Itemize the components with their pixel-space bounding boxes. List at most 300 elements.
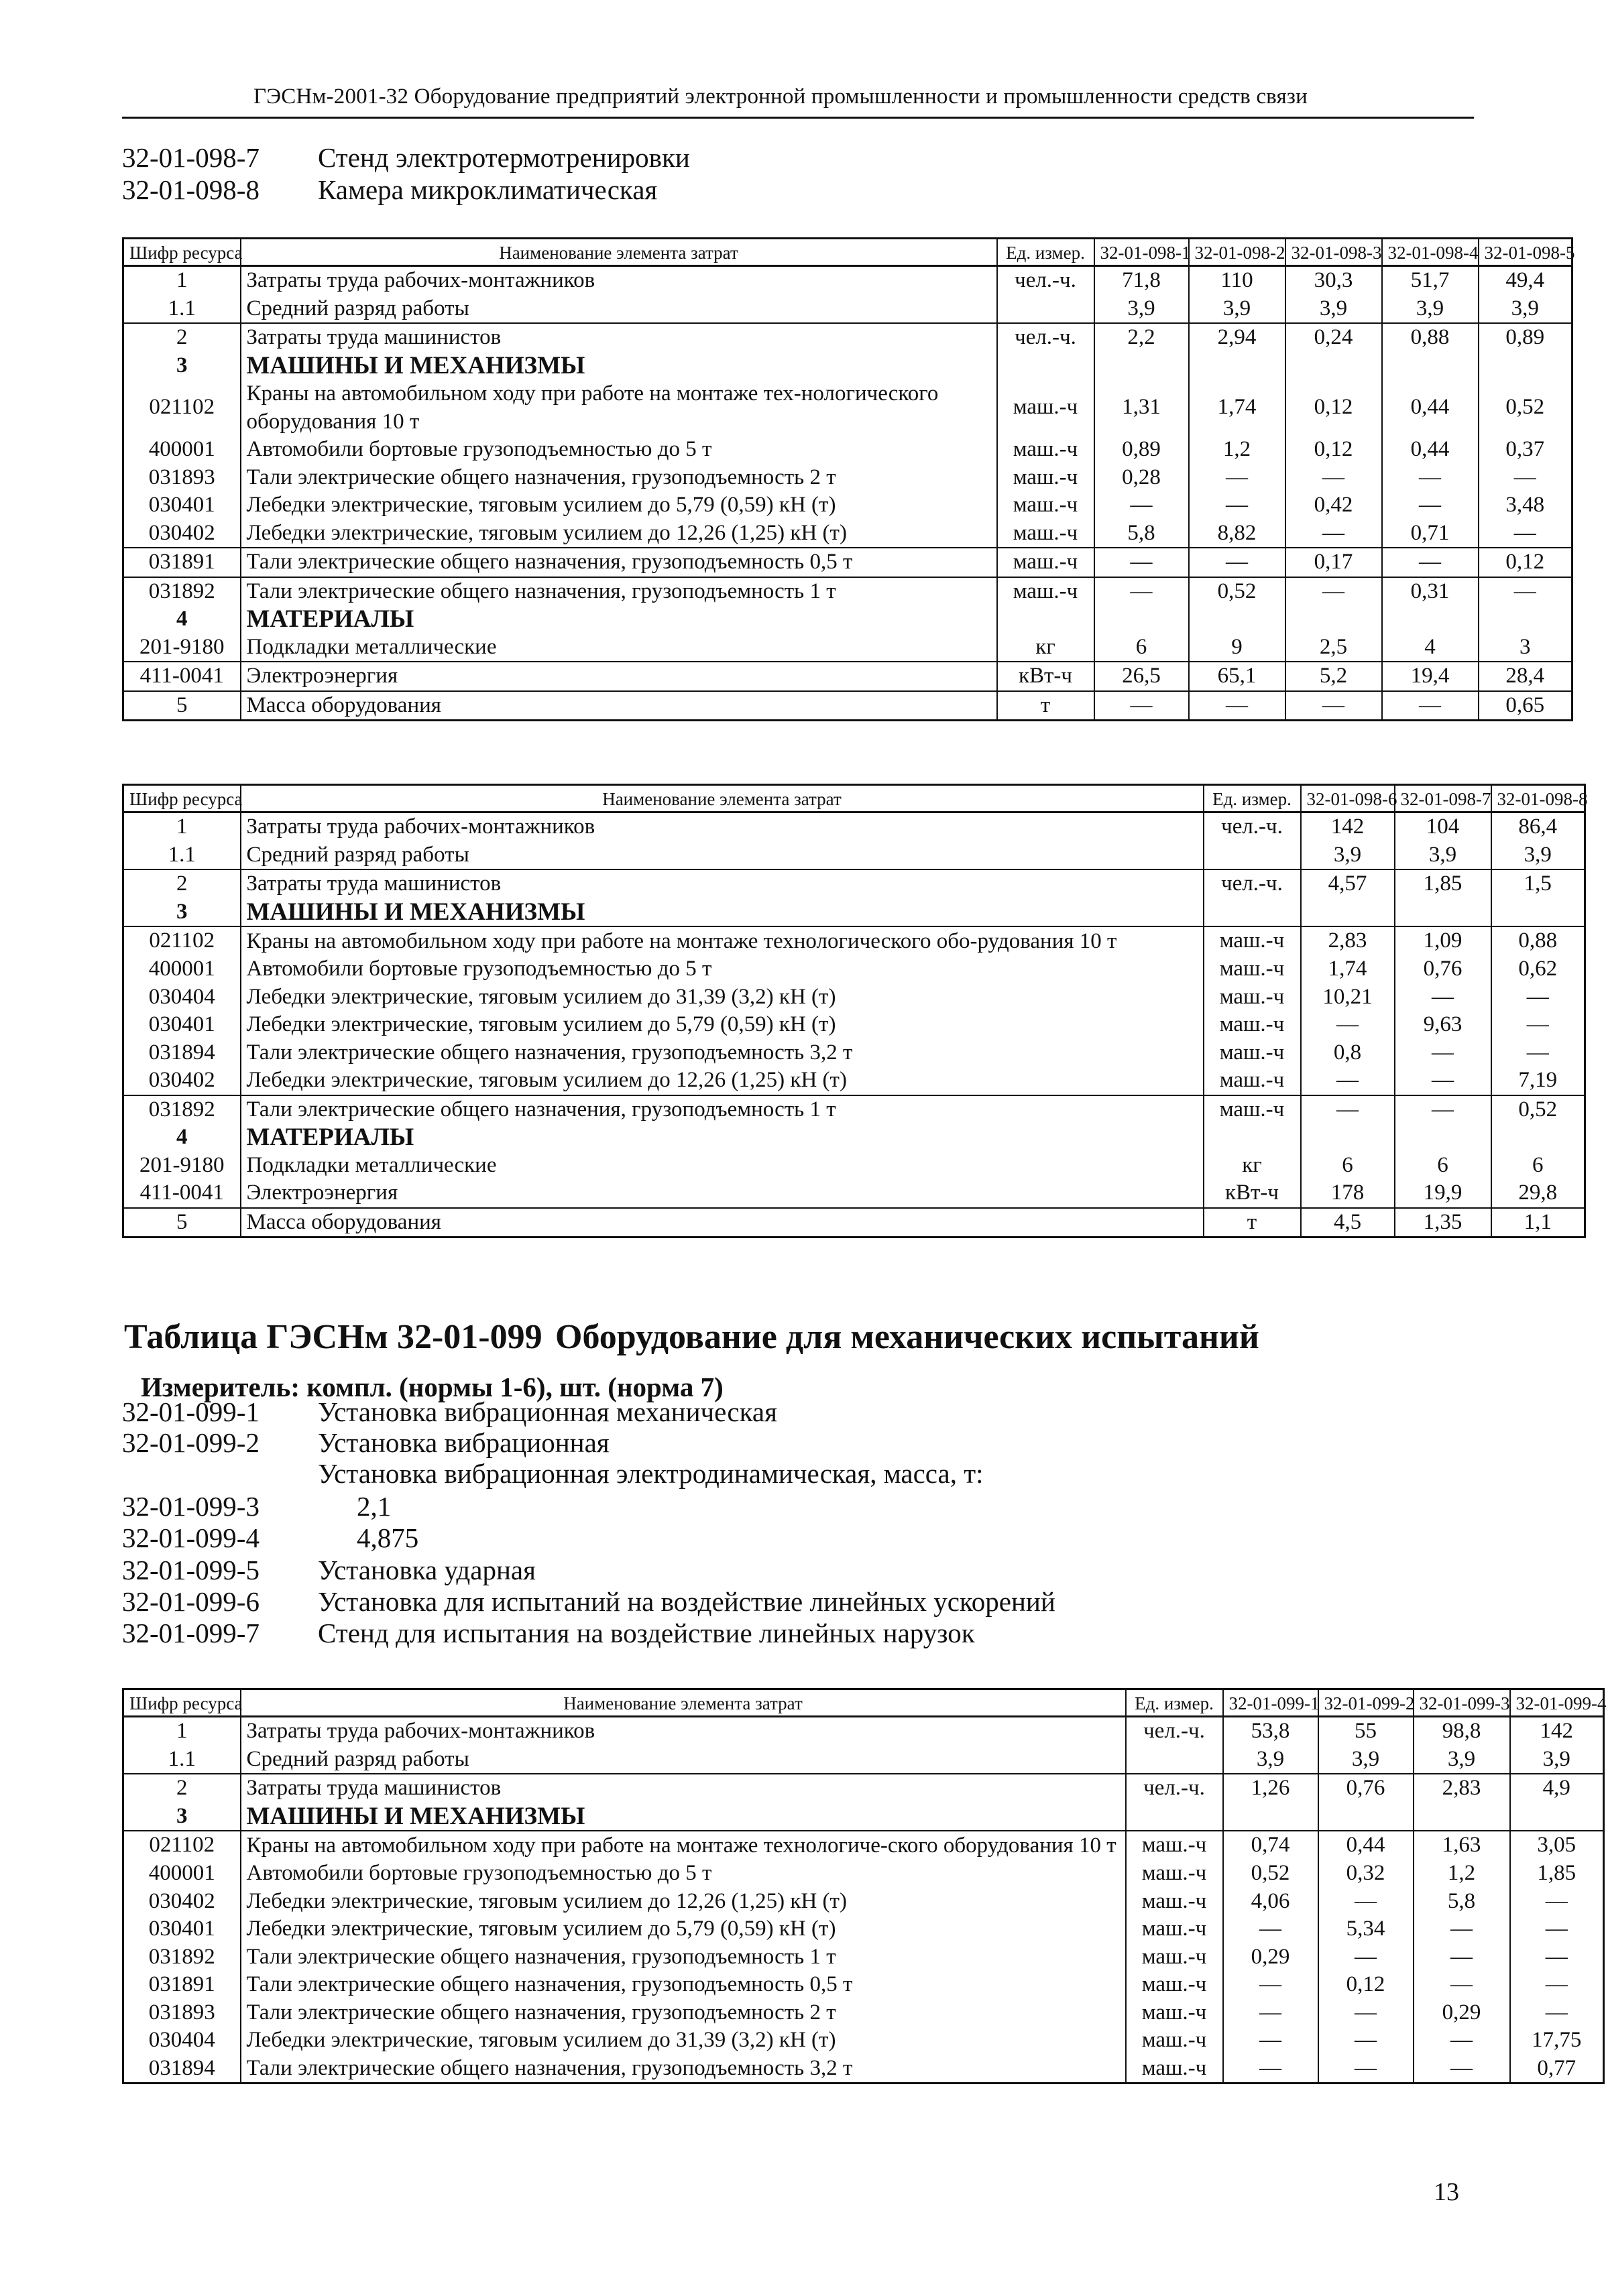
norm-value: 0,89 — [1094, 436, 1189, 464]
table-row — [123, 1803, 1604, 1831]
norm-value: 0,77 — [1510, 2055, 1604, 2083]
page-number: 13 — [1434, 2178, 1459, 2206]
unit-cell: маш.-ч — [1126, 1915, 1223, 1943]
table-row — [123, 436, 1572, 464]
norm-value: — — [1414, 2027, 1510, 2055]
norm-value: — — [1301, 1067, 1395, 1095]
resource-code: 3 — [123, 898, 241, 927]
norm-value: — — [1395, 1095, 1491, 1124]
unit-cell: чел.-ч. — [1126, 1717, 1223, 1746]
header-element-name: Наименование элемента затрат — [241, 785, 1204, 812]
norm-value: — — [1094, 548, 1189, 577]
resource-code: 1.1 — [123, 841, 241, 870]
table-row — [123, 1011, 1585, 1039]
norm-value: — — [1223, 2055, 1318, 2083]
norm-value: 0,8 — [1301, 1039, 1395, 1067]
norm-value — [1189, 605, 1285, 633]
norm-code: 32-01-098-7 — [122, 142, 260, 173]
norm-name: Установка вибрационная механическая — [318, 1396, 777, 1427]
table-row — [123, 898, 1585, 927]
resource-code: 021102 — [123, 1831, 241, 1860]
norm-value: 0,28 — [1094, 464, 1189, 492]
header-norm-column: 32-01-098-7 — [1395, 785, 1491, 812]
norm-value: 1,09 — [1395, 926, 1491, 955]
norm-value: 142 — [1301, 812, 1395, 841]
element-name: Затраты труда рабочих-монтажников — [241, 812, 1204, 841]
table-row — [123, 464, 1572, 492]
element-name: Затраты труда рабочих-монтажников — [241, 1717, 1126, 1746]
element-name: Тали электрические общего назначения, грузоподъемность 2 т — [241, 464, 997, 492]
table-title — [124, 1317, 1259, 1357]
norm-name: Установка вибрационная электродинамическая, масса, т: — [318, 1458, 984, 1489]
norm-code: 32-01-099-6 — [122, 1586, 260, 1617]
norm-value: 7,19 — [1491, 1067, 1585, 1095]
norm-value: 0,88 — [1491, 926, 1585, 955]
table-row — [123, 1152, 1585, 1180]
norm-value: — — [1479, 464, 1572, 492]
unit-cell — [1204, 1124, 1301, 1152]
norm-value: 19,4 — [1382, 662, 1479, 691]
norm-value: 0,32 — [1318, 1860, 1414, 1888]
table-row — [123, 1831, 1604, 1860]
norm-value: 3,9 — [1491, 841, 1585, 870]
unit-cell: маш.-ч — [1204, 955, 1301, 983]
unit-cell: маш.-ч — [997, 491, 1094, 520]
norm-value: 2,2 — [1094, 323, 1189, 352]
resource-code: 031893 — [123, 1999, 241, 2027]
table-row — [123, 2027, 1604, 2055]
norm-value: — — [1318, 2055, 1414, 2083]
unit-cell: маш.-ч — [997, 520, 1094, 548]
header-unit: Ед. измер. — [997, 239, 1094, 266]
norm-value: — — [1491, 983, 1585, 1012]
element-name: Затраты труда рабочих-монтажников — [241, 266, 997, 295]
norm-value — [1510, 1803, 1604, 1831]
element-name: МАТЕРИАЛЫ — [241, 1124, 1204, 1152]
norm-value: 51,7 — [1382, 266, 1479, 295]
resource-code: 201-9180 — [123, 633, 241, 662]
norm-value: — — [1479, 520, 1572, 548]
resource-code: 1.1 — [123, 1746, 241, 1774]
unit-cell — [997, 295, 1094, 324]
norm-value: 4,5 — [1301, 1208, 1395, 1237]
norm-value — [1479, 605, 1572, 633]
element-name: Подкладки металлические — [241, 633, 997, 662]
element-name: Краны на автомобильном ходу при работе на монтаже технологиче-ского оборудования 10 т — [241, 1831, 1126, 1860]
unit-cell: маш.-ч — [1126, 1971, 1223, 1999]
norm-value: 0,44 — [1382, 436, 1479, 464]
norm-value: 0,76 — [1318, 1774, 1414, 1803]
norm-value: 178 — [1301, 1179, 1395, 1208]
element-name: Тали электрические общего назначения, грузоподъемность 1 т — [241, 1943, 1126, 1972]
unit-cell: кВт-ч — [997, 662, 1094, 691]
norm-value: — — [1510, 1971, 1604, 1999]
norm-value: 0,17 — [1285, 548, 1382, 577]
header-unit: Ед. измер. — [1126, 1689, 1223, 1717]
table-row — [123, 1888, 1604, 1916]
unit-cell: маш.-ч — [997, 548, 1094, 577]
unit-cell: чел.-ч. — [1126, 1774, 1223, 1803]
unit-cell: маш.-ч — [1204, 1067, 1301, 1095]
norm-value: — — [1318, 1888, 1414, 1916]
norm-value: — — [1094, 491, 1189, 520]
element-name: Лебедки электрические, тяговым усилием до 12,26 (1,25) кН (т) — [241, 1067, 1204, 1095]
resource-table-099-1-4 — [122, 1688, 1605, 2084]
norm-value — [1395, 898, 1491, 927]
resource-code: 3 — [123, 352, 241, 380]
norm-value: 3,9 — [1318, 1746, 1414, 1774]
norm-value: — — [1094, 577, 1189, 606]
norm-value: 1,85 — [1510, 1860, 1604, 1888]
unit-cell: маш.-ч — [1126, 1860, 1223, 1888]
table-row — [123, 491, 1572, 520]
norm-value: 3,9 — [1395, 841, 1491, 870]
norm-value: — — [1510, 1943, 1604, 1972]
norm-value: 0,76 — [1395, 955, 1491, 983]
resource-code: 021102 — [123, 926, 241, 955]
element-name: Средний разряд работы — [241, 1746, 1126, 1774]
element-name: МАШИНЫ И МЕХАНИЗМЫ — [241, 352, 997, 380]
resource-code: 400001 — [123, 955, 241, 983]
table-row — [123, 869, 1585, 898]
element-name: Тали электрические общего назначения, грузоподъемность 2 т — [241, 1999, 1126, 2027]
norm-value: 0,88 — [1382, 323, 1479, 352]
element-name: Затраты труда машинистов — [241, 1774, 1126, 1803]
header-norm-column: 32-01-099-2 — [1318, 1689, 1414, 1717]
norm-name: 2,1 — [357, 1491, 392, 1522]
resource-code: 031894 — [123, 2055, 241, 2083]
resource-code: 2 — [123, 1774, 241, 1803]
norm-value: 30,3 — [1285, 266, 1382, 295]
norm-value: 1,85 — [1395, 869, 1491, 898]
norm-value: — — [1318, 2027, 1414, 2055]
norm-value: — — [1301, 1095, 1395, 1124]
header-norm-column: 32-01-098-1 — [1094, 239, 1189, 266]
norm-value: — — [1189, 548, 1285, 577]
norm-value: 17,75 — [1510, 2027, 1604, 2055]
norm-value: — — [1395, 1067, 1491, 1095]
resource-code: 030404 — [123, 2027, 241, 2055]
norm-value: 2,83 — [1301, 926, 1395, 955]
unit-cell: маш.-ч — [1126, 1999, 1223, 2027]
resource-code: 400001 — [123, 436, 241, 464]
norm-value: 0,12 — [1285, 379, 1382, 436]
unit-cell: маш.-ч — [1204, 926, 1301, 955]
norm-value — [1301, 1124, 1395, 1152]
norm-value: 0,89 — [1479, 323, 1572, 352]
norm-value: 2,83 — [1414, 1774, 1510, 1803]
norm-value: — — [1285, 691, 1382, 721]
norm-value: 0,29 — [1223, 1943, 1318, 1972]
norm-value: 71,8 — [1094, 266, 1189, 295]
resource-code: 030402 — [123, 1067, 241, 1095]
unit-cell: маш.-ч — [1204, 1011, 1301, 1039]
table-row — [123, 955, 1585, 983]
norm-value: 0,31 — [1382, 577, 1479, 606]
table-row — [123, 926, 1585, 955]
norm-value: — — [1285, 520, 1382, 548]
unit-cell: кг — [997, 633, 1094, 662]
norm-value: 5,8 — [1094, 520, 1189, 548]
norm-value: — — [1395, 1039, 1491, 1067]
element-name: Лебедки электрические, тяговым усилием до 12,26 (1,25) кН (т) — [241, 1888, 1126, 1916]
norm-value: — — [1479, 577, 1572, 606]
norm-code: 32-01-099-3 — [122, 1491, 260, 1522]
header-norm-column: 32-01-098-3 — [1285, 239, 1382, 266]
norm-code: 32-01-099-1 — [122, 1396, 260, 1427]
norm-value: — — [1285, 577, 1382, 606]
resource-code: 1 — [123, 1717, 241, 1746]
norm-value: 4,9 — [1510, 1774, 1604, 1803]
resource-code: 031891 — [123, 1971, 241, 1999]
norm-value: 1,2 — [1414, 1860, 1510, 1888]
element-name: Краны на автомобильном ходу при работе на монтаже тех-нологического оборудования 10 т — [241, 379, 997, 436]
norm-value: 0,12 — [1285, 436, 1382, 464]
norm-value: 19,9 — [1395, 1179, 1491, 1208]
element-name: Электроэнергия — [241, 662, 997, 691]
resource-code: 5 — [123, 1208, 241, 1237]
table-row — [123, 1774, 1604, 1803]
header-element-name: Наименование элемента затрат — [241, 1689, 1126, 1717]
norm-value: — — [1223, 2027, 1318, 2055]
table-row — [123, 266, 1572, 295]
resource-code: 4 — [123, 1124, 241, 1152]
norm-value — [1223, 1803, 1318, 1831]
header-norm-column: 32-01-098-2 — [1189, 239, 1285, 266]
unit-cell: маш.-ч — [997, 436, 1094, 464]
norm-value: — — [1189, 691, 1285, 721]
norm-value: — — [1491, 1011, 1585, 1039]
norm-value: — — [1510, 1915, 1604, 1943]
table-row — [123, 1943, 1604, 1972]
norm-value: 9,63 — [1395, 1011, 1491, 1039]
norm-value — [1491, 1124, 1585, 1152]
resource-code: 201-9180 — [123, 1152, 241, 1180]
norm-value: — — [1414, 2055, 1510, 2083]
norm-value: 3,9 — [1189, 295, 1285, 324]
resource-code: 031892 — [123, 1943, 241, 1972]
header-rule — [122, 117, 1474, 119]
norm-value: 1,74 — [1301, 955, 1395, 983]
norm-value: 3,48 — [1479, 491, 1572, 520]
norm-value: 1,1 — [1491, 1208, 1585, 1237]
header-norm-column: 32-01-098-6 — [1301, 785, 1395, 812]
element-name: Затраты труда машинистов — [241, 323, 997, 352]
norm-value: 10,21 — [1301, 983, 1395, 1012]
table-title-code: Таблица ГЭСНм 32-01-099 — [124, 1318, 542, 1356]
unit-cell — [1126, 1803, 1223, 1831]
norm-value: 1,26 — [1223, 1774, 1318, 1803]
norm-value: — — [1285, 464, 1382, 492]
header-resource-code: Шифр ресурса — [123, 239, 241, 266]
table-measure: Измеритель: компл. (нормы 1-6), шт. (норма 7) — [141, 1372, 724, 1402]
norm-value: 0,42 — [1285, 491, 1382, 520]
element-name: Лебедки электрические, тяговым усилием до 31,39 (3,2) кН (т) — [241, 2027, 1126, 2055]
norm-value — [1094, 605, 1189, 633]
norm-value — [1285, 605, 1382, 633]
table-row — [123, 691, 1572, 721]
norm-value — [1382, 352, 1479, 380]
unit-cell: маш.-ч — [1204, 983, 1301, 1012]
resource-code: 030402 — [123, 520, 241, 548]
norm-name: Стенд электротермотренировки — [318, 142, 690, 173]
norm-value: 3,05 — [1510, 1831, 1604, 1860]
table-row — [123, 577, 1572, 606]
norm-value: 5,2 — [1285, 662, 1382, 691]
element-name: Тали электрические общего назначения, грузоподъемность 0,5 т — [241, 548, 997, 577]
element-name: Краны на автомобильном ходу при работе на монтаже технологического обо-рудования 10 т — [241, 926, 1204, 955]
norm-value: — — [1318, 1999, 1414, 2027]
norm-value: — — [1318, 1943, 1414, 1972]
norm-value: 0,37 — [1479, 436, 1572, 464]
resource-code: 2 — [123, 869, 241, 898]
header-norm-column: 32-01-099-1 — [1223, 1689, 1318, 1717]
element-name: Средний разряд работы — [241, 841, 1204, 870]
header-norm-column: 32-01-098-8 — [1491, 785, 1585, 812]
table-row — [123, 295, 1572, 324]
norm-value: 6 — [1301, 1152, 1395, 1180]
table-row — [123, 1208, 1585, 1237]
unit-cell: чел.-ч. — [1204, 812, 1301, 841]
element-name: Автомобили бортовые грузоподъемностью до 5 т — [241, 1860, 1126, 1888]
resource-code: 5 — [123, 691, 241, 721]
norm-value: 3,9 — [1223, 1746, 1318, 1774]
table-row — [123, 520, 1572, 548]
element-name: Лебедки электрические, тяговым усилием до 5,79 (0,59) кН (т) — [241, 1915, 1126, 1943]
table-row — [123, 1860, 1604, 1888]
resource-code: 1 — [123, 812, 241, 841]
table-row — [123, 1717, 1604, 1746]
element-name: МАТЕРИАЛЫ — [241, 605, 997, 633]
element-name: Тали электрические общего назначения, грузоподъемность 3,2 т — [241, 2055, 1126, 2083]
table-row — [123, 662, 1572, 691]
element-name: Автомобили бортовые грузоподъемностью до 5 т — [241, 955, 1204, 983]
resource-code: 030401 — [123, 1915, 241, 1943]
norm-value: — — [1414, 1971, 1510, 1999]
norm-value: 142 — [1510, 1717, 1604, 1746]
unit-cell — [1204, 841, 1301, 870]
unit-cell: маш.-ч — [1204, 1039, 1301, 1067]
norm-value: 5,8 — [1414, 1888, 1510, 1916]
norm-value — [1414, 1803, 1510, 1831]
norm-value: 6 — [1491, 1152, 1585, 1180]
norm-value: 4 — [1382, 633, 1479, 662]
unit-cell: маш.-ч — [1126, 1831, 1223, 1860]
norm-value: — — [1223, 1999, 1318, 2027]
resource-table-098-1-5 — [122, 237, 1573, 721]
norm-value: 0,44 — [1382, 379, 1479, 436]
running-header: ГЭСНм-2001-32 Оборудование предприятий электронной промышленности и промышленности средств связи — [253, 84, 1308, 109]
norm-value: 0,29 — [1414, 1999, 1510, 2027]
norm-value: — — [1414, 1915, 1510, 1943]
norm-value — [1382, 605, 1479, 633]
norm-name: Установка ударная — [318, 1555, 536, 1585]
table-row — [123, 983, 1585, 1012]
resource-code: 031892 — [123, 577, 241, 606]
norm-value: 6 — [1094, 633, 1189, 662]
resource-code: 1 — [123, 266, 241, 295]
resource-code: 021102 — [123, 379, 241, 436]
norm-name: Установка вибрационная — [318, 1427, 610, 1458]
unit-cell — [1204, 898, 1301, 927]
element-name: МАШИНЫ И МЕХАНИЗМЫ — [241, 1803, 1126, 1831]
norm-value: — — [1382, 464, 1479, 492]
norm-value: 104 — [1395, 812, 1491, 841]
norm-value: — — [1491, 1039, 1585, 1067]
element-name: Масса оборудования — [241, 1208, 1204, 1237]
element-name: Лебедки электрические, тяговым усилием до 12,26 (1,25) кН (т) — [241, 520, 997, 548]
norm-value: — — [1382, 691, 1479, 721]
unit-cell: т — [1204, 1208, 1301, 1237]
unit-cell: т — [997, 691, 1094, 721]
resource-code: 400001 — [123, 1860, 241, 1888]
norm-value — [1301, 898, 1395, 927]
norm-value: — — [1510, 1999, 1604, 2027]
norm-value: — — [1301, 1011, 1395, 1039]
table-row — [123, 1179, 1585, 1208]
header-resource-code: Шифр ресурса — [123, 785, 241, 812]
unit-cell — [1126, 1746, 1223, 1774]
norm-code: 32-01-098-8 — [122, 174, 260, 205]
element-name: Тали электрические общего назначения, грузоподъемность 1 т — [241, 1095, 1204, 1124]
norm-value: 2,5 — [1285, 633, 1382, 662]
norm-value: 0,62 — [1491, 955, 1585, 983]
norm-value: 0,74 — [1223, 1831, 1318, 1860]
norm-name: Установка для испытаний на воздействие линейных ускорений — [318, 1586, 1055, 1617]
norm-code: 32-01-099-5 — [122, 1555, 260, 1585]
norm-value — [1094, 352, 1189, 380]
norm-value: 2,94 — [1189, 323, 1285, 352]
norm-value: — — [1510, 1888, 1604, 1916]
norm-value: — — [1382, 491, 1479, 520]
norm-value: 1,2 — [1189, 436, 1285, 464]
norm-value: 5,34 — [1318, 1915, 1414, 1943]
norm-code: 32-01-099-7 — [122, 1618, 260, 1648]
element-name: Тали электрические общего назначения, грузоподъемность 3,2 т — [241, 1039, 1204, 1067]
resource-code: 411-0041 — [123, 662, 241, 691]
norm-value: 110 — [1189, 266, 1285, 295]
norm-value: 86,4 — [1491, 812, 1585, 841]
table-row — [123, 812, 1585, 841]
resource-code: 4 — [123, 605, 241, 633]
norm-value: 1,5 — [1491, 869, 1585, 898]
header-norm-column: 32-01-098-4 — [1382, 239, 1479, 266]
norm-value: 26,5 — [1094, 662, 1189, 691]
header-resource-code: Шифр ресурса — [123, 1689, 241, 1717]
resource-code: 030401 — [123, 491, 241, 520]
norm-value: 3 — [1479, 633, 1572, 662]
header-unit: Ед. измер. — [1204, 785, 1301, 812]
norm-value: 1,74 — [1189, 379, 1285, 436]
table-title-name: Оборудование для механических испытаний — [555, 1318, 1259, 1356]
norm-value: 3,9 — [1094, 295, 1189, 324]
resource-code: 030404 — [123, 983, 241, 1012]
resource-code: 411-0041 — [123, 1179, 241, 1208]
header-element-name: Наименование элемента затрат — [241, 239, 997, 266]
unit-cell: маш.-ч — [1204, 1095, 1301, 1124]
norm-value: — — [1189, 464, 1285, 492]
norm-name: Камера микроклиматическая — [318, 174, 658, 205]
element-name: Средний разряд работы — [241, 295, 997, 324]
unit-cell: маш.-ч — [1126, 1943, 1223, 1972]
norm-value: 3,9 — [1382, 295, 1479, 324]
unit-cell: маш.-ч — [1126, 2055, 1223, 2083]
norm-value: 0,52 — [1189, 577, 1285, 606]
norm-value: 1,31 — [1094, 379, 1189, 436]
norm-value: 6 — [1395, 1152, 1491, 1180]
unit-cell: чел.-ч. — [1204, 869, 1301, 898]
norm-value: — — [1223, 1971, 1318, 1999]
